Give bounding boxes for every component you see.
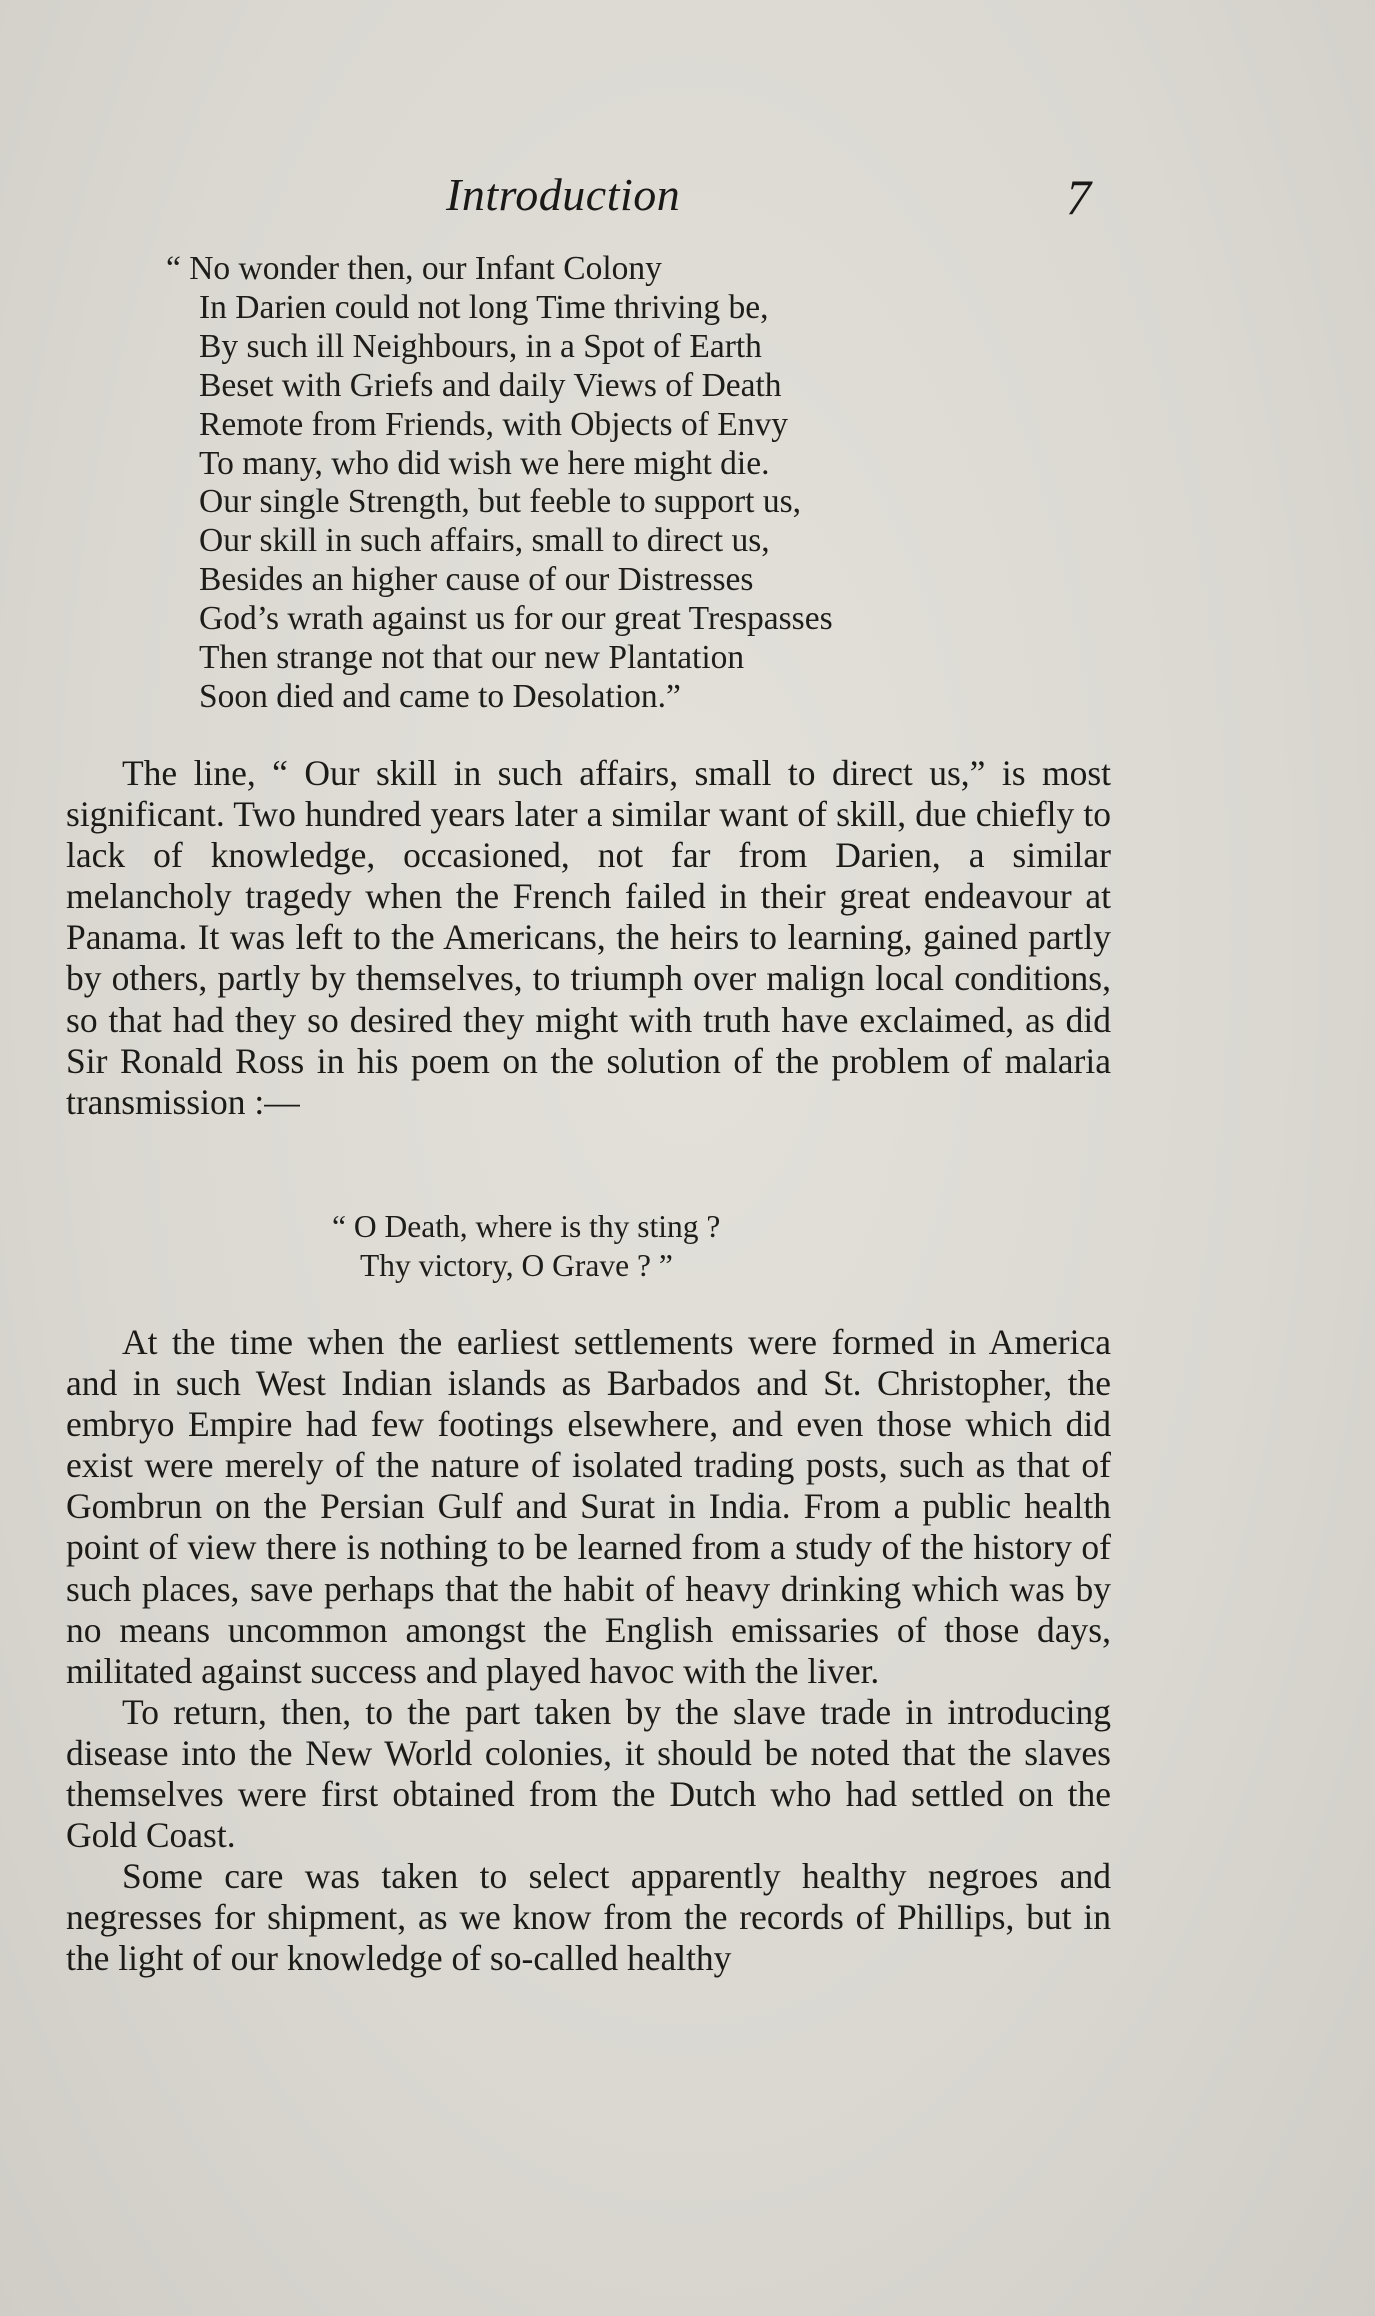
poem-line: Thy victory, O Grave ? ” [360, 1247, 673, 1283]
verse-line: Remote from Friends, with Objects of Envy [199, 405, 788, 443]
verse-line: “ No wonder then, our Infant Colony [166, 250, 662, 287]
verse-line: Besides an higher cause of our Distresses [199, 561, 754, 599]
poem-line: “ O Death, where is thy sting ? [332, 1209, 721, 1244]
verse-line: Our single Strength, but feeble to support us, [199, 483, 801, 521]
verse-line: God’s wrath against us for our great Trespasses [199, 600, 833, 638]
verse-line: Soon died and came to Desolation.” [199, 677, 681, 715]
paragraph: To return, then, to the part taken by the slave trade in introducing disease into the New World colonies, it should be noted that the slaves themselves were first obtained from the Dutch who had settled on the Gold Coast. [66, 1691, 1111, 1856]
body-text-block-2 [66, 1322, 1111, 1980]
verse-line: Beset with Griefs and daily Views of Death [199, 366, 782, 404]
verse-line: Then strange not that our new Plantation [199, 639, 745, 677]
paragraph: Some care was taken to select apparently healthy negroes and negresses for shipment, as we know from the records of Phillips, but in the light of our knowledge of so-called healthy [66, 1856, 1111, 1979]
page-number: 7 [1066, 169, 1091, 225]
poem-quotation [332, 1208, 720, 1285]
verse-line: To many, who did wish we here might die. [199, 444, 770, 482]
paragraph: At the time when the earliest settlements were formed in America and in such West Indian islands as Barbados and St. Christopher, the embryo Empire had few footings elsewhere, and even those which did exist were merely of the nature of isolated trading posts, such as that of Gombrun on the Persian Gulf and Surat in India. From a public health point of view there is nothing to be learned from a study of the history of such places, save perhaps that the habit of heavy drinking which was by no means uncommon amongst the English emissaries of those days, militated against success and played havoc with the liver. [66, 1322, 1111, 1691]
verse-line: In Darien could not long Time thriving be, [199, 288, 769, 326]
running-head [0, 168, 1375, 228]
body-text-block-1 [66, 753, 1111, 1123]
paragraph: The line, “ Our skill in such affairs, small to direct us,” is most significant. Two hundred years later a similar want of skill, due chiefly to lack of knowledge, occasioned, not far from Darien, a similar melancholy tragedy when the French failed in their great endeavour at Panama. It was left to the Americans, the heirs to learning, gained partly by others, partly by themselves, to triumph over malign local conditions, so that had they so desired they might with truth have exclaimed, as did Sir Ronald Ross in his poem on the solution of the problem of malaria transmission :— [66, 753, 1111, 1122]
running-title: Introduction [446, 169, 681, 220]
verse-line: By such ill Neighbours, in a Spot of Earth [199, 327, 762, 365]
verse-line: Our skill in such affairs, small to direct us, [199, 522, 770, 560]
verse-quotation [166, 250, 833, 717]
